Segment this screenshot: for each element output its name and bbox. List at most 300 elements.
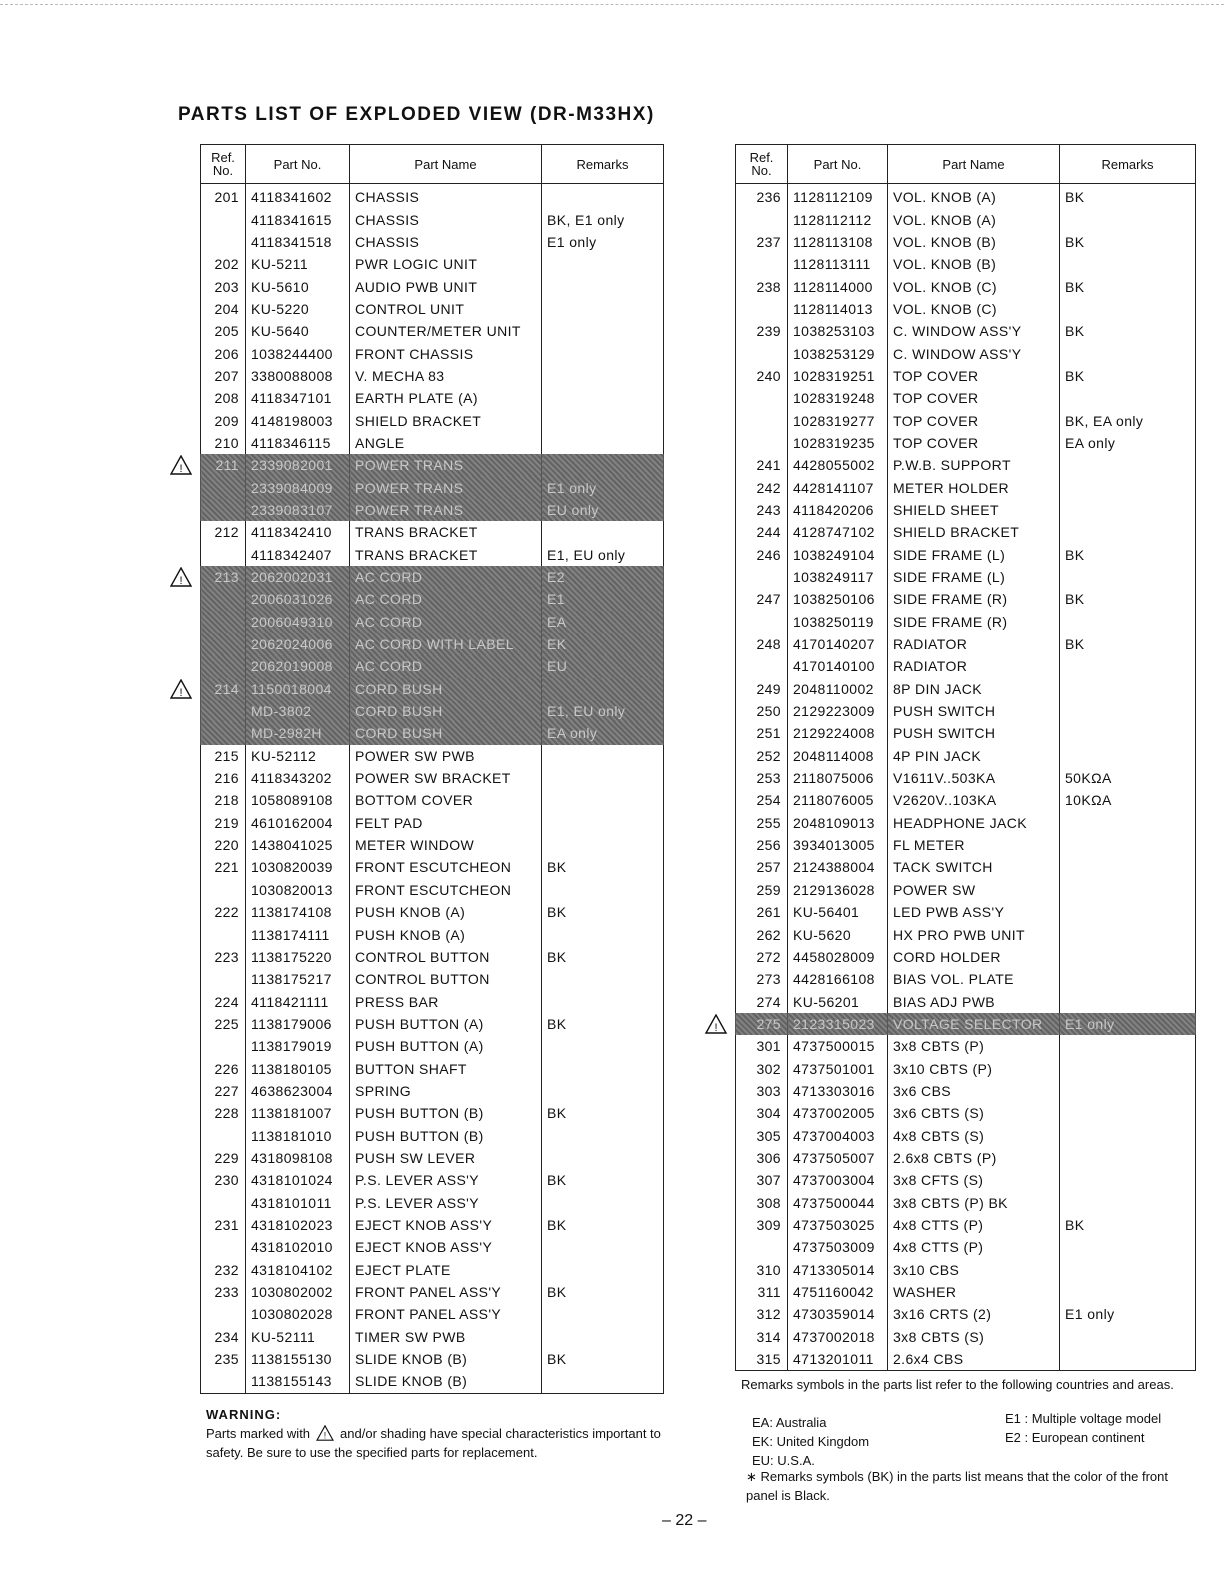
remarks-cell: [1060, 521, 1196, 543]
part-name-cell: FRONT CHASSIS: [350, 342, 542, 364]
part-name-cell: CORD BUSH: [350, 722, 542, 744]
part-no-cell: 4737501001: [788, 1057, 888, 1079]
part-name-cell: VOL. KNOB (C): [888, 275, 1060, 297]
part-name-cell: FELT PAD: [350, 812, 542, 834]
remarks-cell: [542, 365, 664, 387]
ref-no-cell: 249: [736, 678, 788, 700]
ref-no-cell: 210: [201, 432, 246, 454]
remarks-cell: [542, 990, 664, 1012]
part-no-cell: 1138180105: [246, 1057, 350, 1079]
part-no-cell: 1058089108: [246, 789, 350, 811]
ref-no-cell: 247: [736, 588, 788, 610]
part-name-cell: POWER TRANS: [350, 499, 542, 521]
ref-no-cell: 301: [736, 1035, 788, 1057]
part-name-cell: TRANS BRACKET: [350, 544, 542, 566]
table-row: [736, 588, 1196, 610]
part-no-cell: 4737503009: [788, 1236, 888, 1258]
table-row: [736, 544, 1196, 566]
ref-no-cell: [201, 499, 246, 521]
table-row: [201, 320, 664, 342]
ref-no-cell: 230: [201, 1169, 246, 1191]
remarks-cell: BK: [542, 901, 664, 923]
ref-no-cell: 312: [736, 1303, 788, 1325]
part-name-cell: CHASSIS: [350, 208, 542, 230]
table-row: [201, 678, 664, 700]
part-name-cell: 4x8 CTTS (P): [888, 1214, 1060, 1236]
table-row: [201, 184, 664, 209]
part-name-cell: VOL. KNOB (A): [888, 208, 1060, 230]
table-row: [736, 1147, 1196, 1169]
table-row: [201, 544, 664, 566]
ref-no-cell: 208: [201, 387, 246, 409]
ref-no-cell: 235: [201, 1348, 246, 1370]
part-no-cell: 1138181007: [246, 1102, 350, 1124]
part-no-cell: 1028319251: [788, 365, 888, 387]
remarks-cell: [1060, 1102, 1196, 1124]
part-no-cell: 2006049310: [246, 611, 350, 633]
part-no-cell: KU-5610: [246, 275, 350, 297]
remarks-cell: [542, 454, 664, 476]
part-name-cell: TOP COVER: [888, 365, 1060, 387]
part-no-cell: KU-5220: [246, 298, 350, 320]
remarks-cell: [1060, 1191, 1196, 1213]
ref-no-cell: 262: [736, 923, 788, 945]
ref-no-header: Ref. No.: [736, 145, 788, 184]
ref-no-cell: [736, 342, 788, 364]
table-row: [201, 253, 664, 275]
page-title: PARTS LIST OF EXPLODED VIEW (DR-M33HX): [178, 104, 655, 125]
ref-no-cell: 257: [736, 856, 788, 878]
ref-no-cell: [736, 611, 788, 633]
ref-no-cell: 274: [736, 990, 788, 1012]
part-name-cell: FL METER: [888, 834, 1060, 856]
remarks-cell: [542, 320, 664, 342]
remarks-cell: [1060, 745, 1196, 767]
part-name-cell: VOL. KNOB (C): [888, 298, 1060, 320]
table-row: [736, 745, 1196, 767]
part-name-cell: V1611V..503KA: [888, 767, 1060, 789]
remarks-cell: BK: [1060, 184, 1196, 209]
part-no-cell: KU-52111: [246, 1326, 350, 1348]
remarks-cell: EK: [542, 633, 664, 655]
remarks-cell: E1, EU only: [542, 700, 664, 722]
part-no-cell: 2048114008: [788, 745, 888, 767]
table-row: [201, 1303, 664, 1325]
legend-item: E1 : Multiple voltage model: [1005, 1411, 1162, 1426]
part-name-cell: BIAS ADJ PWB: [888, 990, 1060, 1012]
ref-no-cell: 309: [736, 1214, 788, 1236]
part-name-cell: VOL. KNOB (B): [888, 231, 1060, 253]
table-row: [736, 834, 1196, 856]
ref-no-cell: 206: [201, 342, 246, 364]
part-name-cell: SLIDE KNOB (B): [350, 1348, 542, 1370]
table-row: [201, 566, 664, 588]
part-no-cell: 1128114000: [788, 275, 888, 297]
ref-no-cell: 237: [736, 231, 788, 253]
remarks-cell: [1060, 566, 1196, 588]
part-no-cell: 1138174111: [246, 923, 350, 945]
table-row: [201, 745, 664, 767]
ref-no-cell: 306: [736, 1147, 788, 1169]
ref-no-cell: 216: [201, 767, 246, 789]
part-name-cell: 2.6x8 CBTS (P): [888, 1147, 1060, 1169]
part-name-cell: 3x10 CBTS (P): [888, 1057, 1060, 1079]
ref-no-cell: 244: [736, 521, 788, 543]
remarks-cell: [542, 342, 664, 364]
remarks-cell: 50KΩA: [1060, 767, 1196, 789]
part-name-cell: SIDE FRAME (L): [888, 566, 1060, 588]
part-name-cell: CORD HOLDER: [888, 946, 1060, 968]
part-name-cell: AC CORD WITH LABEL: [350, 633, 542, 655]
remarks-cell: [542, 298, 664, 320]
remarks-cell: [542, 1303, 664, 1325]
part-name-cell: AC CORD: [350, 588, 542, 610]
part-no-cell: 4713201011: [788, 1348, 888, 1371]
table-row: [736, 1035, 1196, 1057]
table-row: [736, 700, 1196, 722]
remarks-cell: [542, 834, 664, 856]
bk-note: ∗ Remarks symbols (BK) in the parts list means that the color of the front panel is Black.: [746, 1469, 1168, 1503]
part-name-cell: SHIELD SHEET: [888, 499, 1060, 521]
svg-text:!: !: [179, 463, 183, 476]
remarks-cell: [1060, 1169, 1196, 1191]
part-no-cell: 4638623004: [246, 1080, 350, 1102]
remarks-cell: [542, 745, 664, 767]
part-no-cell: 1138175217: [246, 968, 350, 990]
table-row: [201, 521, 664, 543]
ref-no-cell: 222: [201, 901, 246, 923]
part-name-cell: 3x8 CBTS (P): [888, 1035, 1060, 1057]
ref-no-cell: 225: [201, 1013, 246, 1035]
table-row: [736, 387, 1196, 409]
table-row: [736, 1080, 1196, 1102]
table-row: [736, 184, 1196, 209]
part-name-cell: EJECT KNOB ASS'Y: [350, 1236, 542, 1258]
remarks-cell: [1060, 1057, 1196, 1079]
part-name-cell: V. MECHA 83: [350, 365, 542, 387]
table-row: [201, 1214, 664, 1236]
table-row: [736, 298, 1196, 320]
table-row: [201, 476, 664, 498]
part-name-cell: SIDE FRAME (R): [888, 611, 1060, 633]
remarks-cell: [1060, 946, 1196, 968]
table-row: [201, 208, 664, 230]
ref-no-cell: [201, 588, 246, 610]
part-name-header: Part Name: [350, 145, 542, 184]
table-row: [736, 1124, 1196, 1146]
part-no-cell: 4118420206: [788, 499, 888, 521]
part-name-cell: SHIELD BRACKET: [888, 521, 1060, 543]
part-no-cell: 3380088008: [246, 365, 350, 387]
part-name-cell: COUNTER/METER UNIT: [350, 320, 542, 342]
ref-no-cell: 205: [201, 320, 246, 342]
remarks-cell: [542, 184, 664, 209]
part-name-cell: TOP COVER: [888, 387, 1060, 409]
ref-no-cell: [201, 655, 246, 677]
remarks-cell: BK: [542, 1348, 664, 1370]
ref-no-cell: 232: [201, 1259, 246, 1281]
remarks-cell: [542, 521, 664, 543]
table-row: [736, 1169, 1196, 1191]
remarks-cell: [1060, 611, 1196, 633]
part-no-cell: 2062024006: [246, 633, 350, 655]
table-row: [201, 1102, 664, 1124]
part-no-cell: 4610162004: [246, 812, 350, 834]
warning-note: [206, 1405, 666, 1462]
remarks-cell: BK: [1060, 365, 1196, 387]
part-name-cell: PUSH SW LEVER: [350, 1147, 542, 1169]
remarks-cell: [542, 812, 664, 834]
remarks-cell: [542, 678, 664, 700]
remarks-cell: [542, 1124, 664, 1146]
table-row: [736, 946, 1196, 968]
scan-edge-line: [0, 4, 1224, 5]
part-name-cell: 3x8 CFTS (S): [888, 1169, 1060, 1191]
part-name-cell: BUTTON SHAFT: [350, 1057, 542, 1079]
part-no-cell: 1128112109: [788, 184, 888, 209]
ref-no-cell: 273: [736, 968, 788, 990]
remarks-header: Remarks: [1060, 145, 1196, 184]
part-no-cell: 4713303016: [788, 1080, 888, 1102]
legend-item: EU: U.S.A.: [752, 1453, 815, 1468]
part-no-cell: 4737002018: [788, 1326, 888, 1348]
part-no-cell: 1038253103: [788, 320, 888, 342]
part-no-cell: 3934013005: [788, 834, 888, 856]
ref-no-cell: 304: [736, 1102, 788, 1124]
remarks-cell: BK: [1060, 544, 1196, 566]
table-row: [736, 409, 1196, 431]
part-name-cell: V2620V..103KA: [888, 789, 1060, 811]
part-name-cell: RADIATOR: [888, 633, 1060, 655]
remarks-cell: E1, EU only: [542, 544, 664, 566]
part-no-cell: 2339082001: [246, 454, 350, 476]
svg-text:!: !: [179, 686, 183, 699]
part-no-cell: 1038250119: [788, 611, 888, 633]
part-name-cell: 3x10 CBS: [888, 1259, 1060, 1281]
remarks-cell: BK: [542, 946, 664, 968]
table-row: [736, 767, 1196, 789]
table-row: [201, 275, 664, 297]
remarks-cell: [1060, 1147, 1196, 1169]
part-name-cell: CONTROL BUTTON: [350, 946, 542, 968]
part-no-cell: 2339083107: [246, 499, 350, 521]
ref-no-cell: 211: [201, 454, 246, 476]
table-row: [736, 454, 1196, 476]
remarks-cell: [1060, 1035, 1196, 1057]
ref-no-cell: 231: [201, 1214, 246, 1236]
part-no-cell: 4428141107: [788, 476, 888, 498]
ref-no-cell: 213: [201, 566, 246, 588]
table-row: [736, 1236, 1196, 1258]
remarks-cell: [1060, 901, 1196, 923]
part-no-cell: 4118343202: [246, 767, 350, 789]
part-no-cell: 1138179006: [246, 1013, 350, 1035]
table-row: [736, 1057, 1196, 1079]
ref-no-cell: 246: [736, 544, 788, 566]
remarks-cell: [1060, 1348, 1196, 1371]
ref-no-cell: 272: [736, 946, 788, 968]
part-name-cell: 2.6x4 CBS: [888, 1348, 1060, 1371]
table-row: [201, 231, 664, 253]
remarks-cell: BK: [542, 1013, 664, 1035]
part-no-header: Part No.: [788, 145, 888, 184]
remarks-cell: [542, 409, 664, 431]
part-name-cell: POWER SW BRACKET: [350, 767, 542, 789]
remarks-header: Remarks: [542, 145, 664, 184]
remarks-cell: E1: [542, 588, 664, 610]
part-name-cell: TRANS BRACKET: [350, 521, 542, 543]
remarks-cell: [1060, 655, 1196, 677]
table-row: [201, 1080, 664, 1102]
part-name-cell: AUDIO PWB UNIT: [350, 275, 542, 297]
part-no-cell: 2129223009: [788, 700, 888, 722]
part-name-cell: POWER SW: [888, 879, 1060, 901]
part-name-cell: CONTROL UNIT: [350, 298, 542, 320]
ref-no-cell: 233: [201, 1281, 246, 1303]
part-no-cell: 4118347101: [246, 387, 350, 409]
table-row: [736, 1348, 1196, 1371]
table-row: [736, 499, 1196, 521]
remarks-cell: [542, 1147, 664, 1169]
part-name-cell: TOP COVER: [888, 432, 1060, 454]
remarks-cell: [1060, 678, 1196, 700]
remarks-cell: [542, 789, 664, 811]
part-name-cell: CORD BUSH: [350, 700, 542, 722]
ref-no-cell: [201, 722, 246, 744]
part-name-cell: HX PRO PWB UNIT: [888, 923, 1060, 945]
remarks-cell: [1060, 1281, 1196, 1303]
remarks-cell: 10KΩA: [1060, 789, 1196, 811]
table-row: [201, 387, 664, 409]
legend-item: E2 : European continent: [1005, 1430, 1145, 1445]
part-name-cell: SLIDE KNOB (B): [350, 1370, 542, 1393]
part-no-cell: 1138174108: [246, 901, 350, 923]
ref-no-cell: 310: [736, 1259, 788, 1281]
table-row: [736, 1281, 1196, 1303]
remarks-cell: [1060, 1124, 1196, 1146]
table-row: [201, 1326, 664, 1348]
remarks-cell: [542, 1035, 664, 1057]
part-no-cell: 4318102023: [246, 1214, 350, 1236]
table-row: [736, 1013, 1196, 1035]
table-row: [736, 990, 1196, 1012]
remarks-cell: EA: [542, 611, 664, 633]
ref-no-cell: [736, 655, 788, 677]
part-name-cell: ANGLE: [350, 432, 542, 454]
table-row: [201, 432, 664, 454]
ref-no-cell: 241: [736, 454, 788, 476]
part-name-cell: TOP COVER: [888, 409, 1060, 431]
ref-no-cell: 202: [201, 253, 246, 275]
remarks-cell: [1060, 968, 1196, 990]
part-name-cell: POWER SW PWB: [350, 745, 542, 767]
part-no-cell: 1128113111: [788, 253, 888, 275]
warning-triangle-icon: [170, 679, 192, 699]
remarks-cell: [1060, 208, 1196, 230]
remarks-cell: [542, 1057, 664, 1079]
remarks-cell: [542, 1259, 664, 1281]
table-row: [201, 499, 664, 521]
table-row: [736, 1303, 1196, 1325]
part-name-cell: PUSH BUTTON (B): [350, 1102, 542, 1124]
table-row: [736, 1214, 1196, 1236]
remarks-cell: E1 only: [542, 231, 664, 253]
ref-no-cell: [201, 1035, 246, 1057]
ref-no-cell: [201, 208, 246, 230]
ref-no-cell: [201, 231, 246, 253]
remarks-cell: EA only: [542, 722, 664, 744]
remarks-cell: [542, 253, 664, 275]
remarks-cell: [1060, 454, 1196, 476]
table-row: [736, 1191, 1196, 1213]
ref-no-header: Ref. No.: [201, 145, 246, 184]
remarks-cell: [1060, 856, 1196, 878]
table-row: [201, 946, 664, 968]
part-no-cell: 4118346115: [246, 432, 350, 454]
part-no-cell: 4318101011: [246, 1191, 350, 1213]
warning-triangle-icon: [316, 1425, 334, 1441]
part-no-cell: 4170140207: [788, 633, 888, 655]
remarks-cell: [542, 432, 664, 454]
ref-no-cell: 240: [736, 365, 788, 387]
part-name-cell: SPRING: [350, 1080, 542, 1102]
part-no-cell: KU-5620: [788, 923, 888, 945]
part-name-cell: VOL. KNOB (B): [888, 253, 1060, 275]
part-no-cell: 1030820039: [246, 856, 350, 878]
table-row: [736, 923, 1196, 945]
part-name-cell: BOTTOM COVER: [350, 789, 542, 811]
part-name-cell: FRONT PANEL ASS'Y: [350, 1281, 542, 1303]
remarks-note: Remarks symbols in the parts list refer to the following countries and areas.: [741, 1377, 1174, 1392]
part-no-cell: 1138155130: [246, 1348, 350, 1370]
table-row: [201, 856, 664, 878]
part-name-cell: CHASSIS: [350, 184, 542, 209]
ref-no-cell: 275: [736, 1013, 788, 1035]
part-no-cell: 4118342407: [246, 544, 350, 566]
part-no-cell: KU-5211: [246, 253, 350, 275]
table-row: [736, 611, 1196, 633]
ref-no-cell: 315: [736, 1348, 788, 1371]
ref-no-cell: 250: [736, 700, 788, 722]
part-no-cell: 2129224008: [788, 722, 888, 744]
part-no-cell: 4751160042: [788, 1281, 888, 1303]
ref-no-cell: [736, 432, 788, 454]
part-no-cell: 2118075006: [788, 767, 888, 789]
table-row: [201, 1057, 664, 1079]
table-row: [201, 1169, 664, 1191]
table-row: [736, 879, 1196, 901]
part-no-cell: 1038249117: [788, 566, 888, 588]
part-name-cell: P.S. LEVER ASS'Y: [350, 1191, 542, 1213]
ref-no-cell: [201, 879, 246, 901]
remarks-cell: [1060, 834, 1196, 856]
part-name-cell: CHASSIS: [350, 231, 542, 253]
part-no-cell: 4730359014: [788, 1303, 888, 1325]
part-name-cell: POWER TRANS: [350, 476, 542, 498]
part-name-cell: 4x8 CBTS (S): [888, 1124, 1060, 1146]
ref-no-cell: 204: [201, 298, 246, 320]
table-row: [201, 342, 664, 364]
part-name-cell: CONTROL BUTTON: [350, 968, 542, 990]
part-name-cell: VOLTAGE SELECTOR: [888, 1013, 1060, 1035]
part-no-cell: 2006031026: [246, 588, 350, 610]
part-no-cell: 1128113108: [788, 231, 888, 253]
part-no-cell: 2062002031: [246, 566, 350, 588]
part-name-cell: PUSH BUTTON (A): [350, 1013, 542, 1035]
part-no-cell: 4737003004: [788, 1169, 888, 1191]
legend-item: EA: Australia: [752, 1415, 827, 1430]
part-no-cell: 2124388004: [788, 856, 888, 878]
